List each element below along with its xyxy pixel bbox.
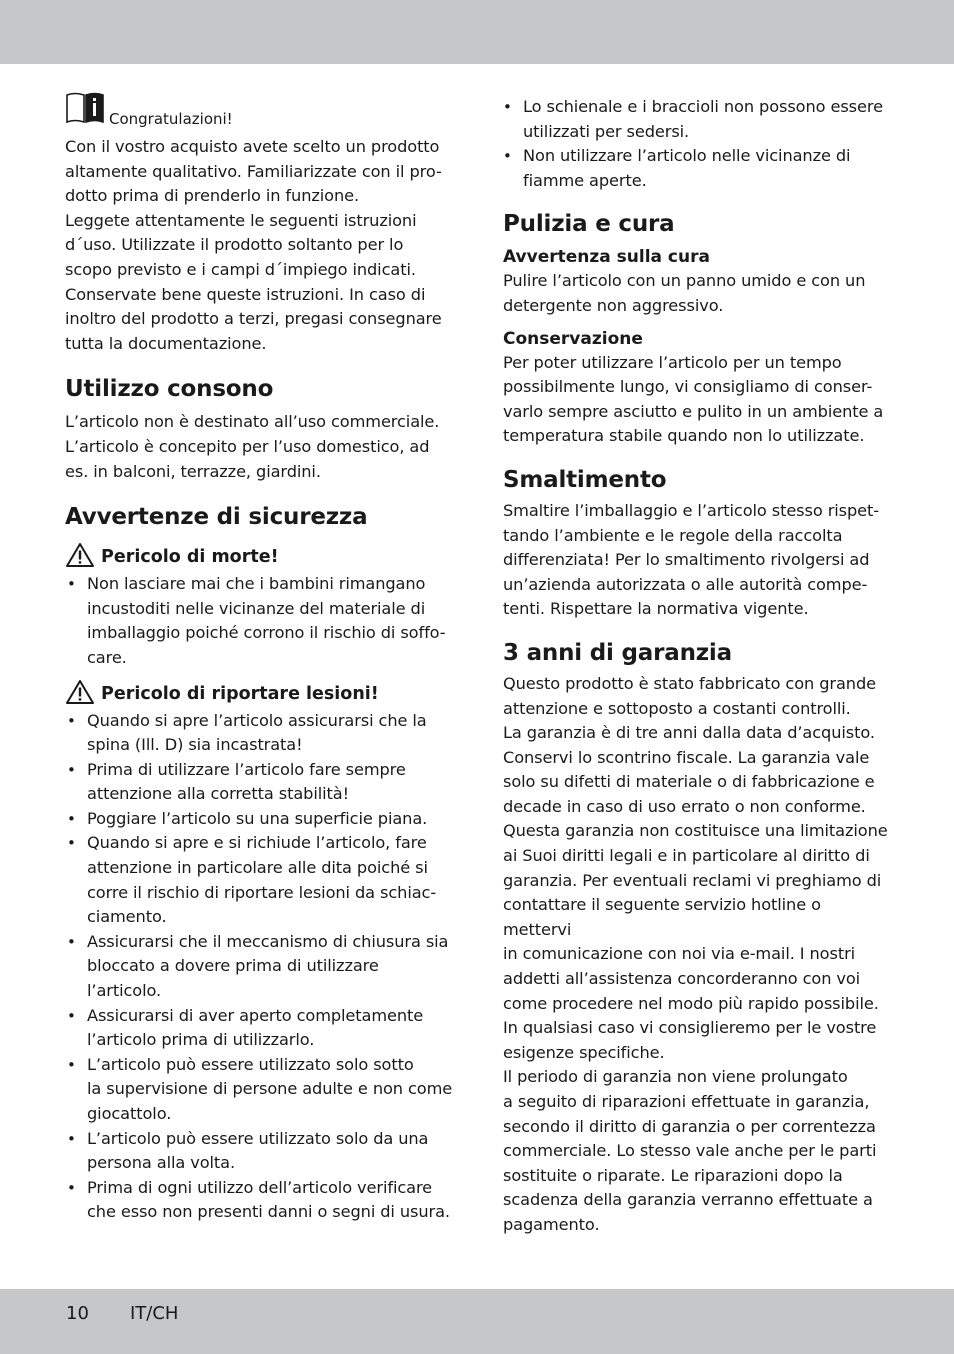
- garanzia-line: scadenza della garanzia verranno effettuate a: [503, 1190, 873, 1210]
- warning-injury-list: [65, 709, 455, 1225]
- cura-body: [503, 269, 893, 318]
- garanzia-line: La garanzia è di tre anni dalla data d’acquisto.: [503, 723, 875, 743]
- intro-line: scopo previsto e i campi d´impiego indicati.: [65, 259, 416, 279]
- utilizzo-line: L’articolo non è destinato all’uso commerciale.: [65, 412, 440, 432]
- list-item: [65, 1004, 455, 1053]
- garanzia-line: decade in caso di uso errato o non conforme.: [503, 796, 866, 816]
- smaltimento-body: [503, 499, 893, 622]
- garanzia-line: come procedere nel modo più rapido possibile.: [503, 993, 879, 1013]
- garanzia-line: addetti all’assistenza concorderanno con voi: [503, 969, 861, 989]
- manual-info-icon: [65, 91, 105, 129]
- list-item: [501, 95, 893, 144]
- smaltimento-line: un’azienda autorizzata o alle autorità compe-: [503, 574, 868, 594]
- item-line: la supervisione di persone adulte e non come: [87, 1079, 453, 1099]
- item-line: Quando si apre l’articolo assicurarsi che la: [87, 710, 427, 730]
- smaltimento-line: tando l’ambiente e le regole della raccolta: [503, 525, 843, 545]
- garanzia-line: Il periodo di garanzia non viene prolungato: [503, 1067, 848, 1087]
- smaltimento-line: differenziata! Per lo smaltimento rivolgersi ad: [503, 550, 870, 570]
- item-line: fiamme aperte.: [523, 170, 647, 190]
- item-line: che esso non presenti danni o segni di usura.: [87, 1202, 450, 1222]
- item-line: Non lasciare mai che i bambini rimangano: [87, 574, 426, 594]
- item-line: L’articolo può essere utilizzato solo da una: [87, 1128, 429, 1148]
- left-column: [65, 95, 455, 1225]
- list-item: [65, 807, 455, 832]
- item-line: ciamento.: [87, 907, 167, 927]
- continued-safety-list: [501, 95, 893, 193]
- item-line: bloccato a dovere prima di utilizzare: [87, 956, 379, 976]
- smaltimento-line: tenti. Rispettare la normativa vigente.: [503, 599, 809, 619]
- intro-line: d´uso. Utilizzate il prodotto soltanto per lo: [65, 235, 404, 255]
- garanzia-line: sostituite o riparate. Le riparazioni dopo la: [503, 1165, 843, 1185]
- list-item: [65, 758, 455, 807]
- garanzia-line: Conservi lo scontrino fiscale. La garanzia vale: [503, 747, 870, 767]
- garanzia-line: esigenze specifiche.: [503, 1042, 665, 1062]
- warning-injury-header: [65, 679, 455, 709]
- item-line: care.: [87, 647, 127, 667]
- conservazione-line: Per poter utilizzare l’articolo per un tempo: [503, 352, 842, 372]
- item-line: attenzione alla corretta stabilità!: [87, 784, 349, 804]
- item-line: Non utilizzare l’articolo nelle vicinanze di: [523, 146, 851, 166]
- item-line: Prima di utilizzare l’articolo fare sempre: [87, 759, 406, 779]
- warning-death-label: Pericolo di morte!: [101, 547, 279, 568]
- intro-body: [65, 135, 455, 356]
- garanzia-line: contattare il seguente servizio hotline o mettervi: [503, 895, 821, 939]
- utilizzo-line: L’articolo è concepito per l’uso domestico, ad: [65, 436, 430, 456]
- right-column: [503, 95, 893, 1238]
- garanzia-line: in comunicazione con noi via e-mail. I nostri: [503, 944, 856, 964]
- intro-header: [65, 95, 455, 129]
- item-line: incustoditi nelle vicinanze del materiale di: [87, 598, 426, 618]
- cura-line: Pulire l’articolo con un panno umido e con un: [503, 271, 866, 291]
- intro-line: Leggete attentamente le seguenti istruzioni: [65, 210, 417, 230]
- item-line: spina (Ill. D) sia incastrata!: [87, 735, 303, 755]
- item-line: Quando si apre e si richiude l’articolo, fare: [87, 833, 427, 853]
- item-line: giocattolo.: [87, 1104, 172, 1123]
- sicurezza-heading: Avvertenze di sicurezza: [65, 504, 368, 531]
- intro-line: Conservate bene queste istruzioni. In caso di: [65, 284, 426, 304]
- item-line: Assicurarsi di aver aperto completamente: [87, 1005, 424, 1025]
- item-line: l’articolo prima di utilizzarlo.: [87, 1030, 315, 1050]
- intro-line: Con il vostro acquisto avete scelto un prodotto: [65, 137, 440, 156]
- intro-line: altamente qualitativo. Familiarizzate con il pro-: [65, 161, 442, 181]
- cura-subheading: Avvertenza sulla cura: [503, 247, 710, 268]
- garanzia-line: attenzione e sottoposto a costanti controlli.: [503, 698, 851, 718]
- garanzia-line: secondo il diritto di garanzia o per correntezza: [503, 1116, 876, 1136]
- utilizzo-heading: Utilizzo consono: [65, 376, 274, 403]
- garanzia-line: a seguito di riparazioni effettuate in garanzia,: [503, 1092, 870, 1111]
- pulizia-heading: Pulizia e cura: [503, 211, 675, 238]
- item-line: l’articolo.: [87, 981, 162, 1001]
- smaltimento-heading: Smaltimento: [503, 466, 667, 493]
- utilizzo-body: [65, 410, 455, 484]
- conservazione-line: varlo sempre asciutto e pulito in un ambiente a: [503, 401, 884, 421]
- garanzia-body: [503, 672, 893, 1238]
- garanzia-line: pagamento.: [503, 1214, 600, 1234]
- list-item: [65, 709, 455, 758]
- list-item: [65, 1176, 455, 1225]
- conservazione-subheading: Conservazione: [503, 328, 643, 349]
- item-line: L’articolo può essere utilizzato solo sotto: [87, 1054, 414, 1074]
- smaltimento-line: Smaltire l’imballaggio e l’articolo stesso rispet-: [503, 500, 880, 520]
- list-item: [65, 572, 455, 670]
- item-line: Lo schienale e i braccioli non possono essere: [523, 97, 883, 116]
- item-line: imballaggio poiché corrono il rischio di soffo-: [87, 623, 446, 643]
- page-number: 10: [66, 1303, 89, 1324]
- item-line: utilizzati per sedersi.: [523, 121, 690, 141]
- list-item: [65, 930, 455, 1004]
- conservazione-line: temperatura stabile quando non lo utilizzate.: [503, 426, 865, 446]
- warning-death-list: [65, 572, 455, 670]
- conservazione-body: [503, 351, 893, 449]
- list-item: [501, 144, 893, 193]
- garanzia-line: garanzia. Per eventuali reclami vi preghiamo di: [503, 870, 882, 890]
- garanzia-line: Questo prodotto è stato fabbricato con grande: [503, 673, 876, 693]
- warning-death-header: [65, 542, 455, 572]
- intro-line: tutta la documentazione.: [65, 333, 267, 353]
- cura-line: detergente non aggressivo.: [503, 295, 724, 315]
- utilizzo-line: es. in balconi, terrazze, giardini.: [65, 461, 321, 481]
- item-line: attenzione in particolare alle dita poiché si: [87, 858, 428, 878]
- item-line: Assicurarsi che il meccanismo di chiusura sia: [87, 931, 449, 951]
- garanzia-heading: 3 anni di garanzia: [503, 639, 732, 666]
- item-line: corre il rischio di riportare lesioni da schiac-: [87, 882, 437, 902]
- item-line: Poggiare l’articolo su una superficie piana.: [87, 808, 428, 828]
- congrats-text: Congratulazioni!: [109, 110, 233, 128]
- list-item: [65, 1053, 455, 1127]
- warning-injury-label: Pericolo di riportare lesioni!: [101, 683, 379, 704]
- header-bar: [0, 0, 954, 64]
- garanzia-line: ai Suoi diritti legali e in particolare al diritto di: [503, 846, 870, 866]
- garanzia-line: In qualsiasi caso vi consiglieremo per le vostre: [503, 1018, 877, 1038]
- garanzia-line: commerciale. Lo stesso vale anche per le parti: [503, 1141, 877, 1161]
- item-line: persona alla volta.: [87, 1153, 236, 1173]
- warning-triangle-icon: [65, 679, 95, 709]
- garanzia-line: Questa garanzia non costituisce una limitazione: [503, 821, 888, 841]
- garanzia-line: solo su difetti di materiale o di fabbricazione e: [503, 772, 875, 792]
- intro-line: inoltro del prodotto a terzi, pregasi consegnare: [65, 309, 442, 329]
- warning-triangle-icon: [65, 542, 95, 572]
- list-item: [65, 831, 455, 929]
- item-line: Prima di ogni utilizzo dell’articolo verificare: [87, 1177, 433, 1197]
- list-item: [65, 1127, 455, 1176]
- intro-line: dotto prima di prenderlo in funzione.: [65, 186, 360, 206]
- conservazione-line: possibilmente lungo, vi consigliamo di conser-: [503, 377, 873, 397]
- language-code: IT/CH: [130, 1303, 179, 1324]
